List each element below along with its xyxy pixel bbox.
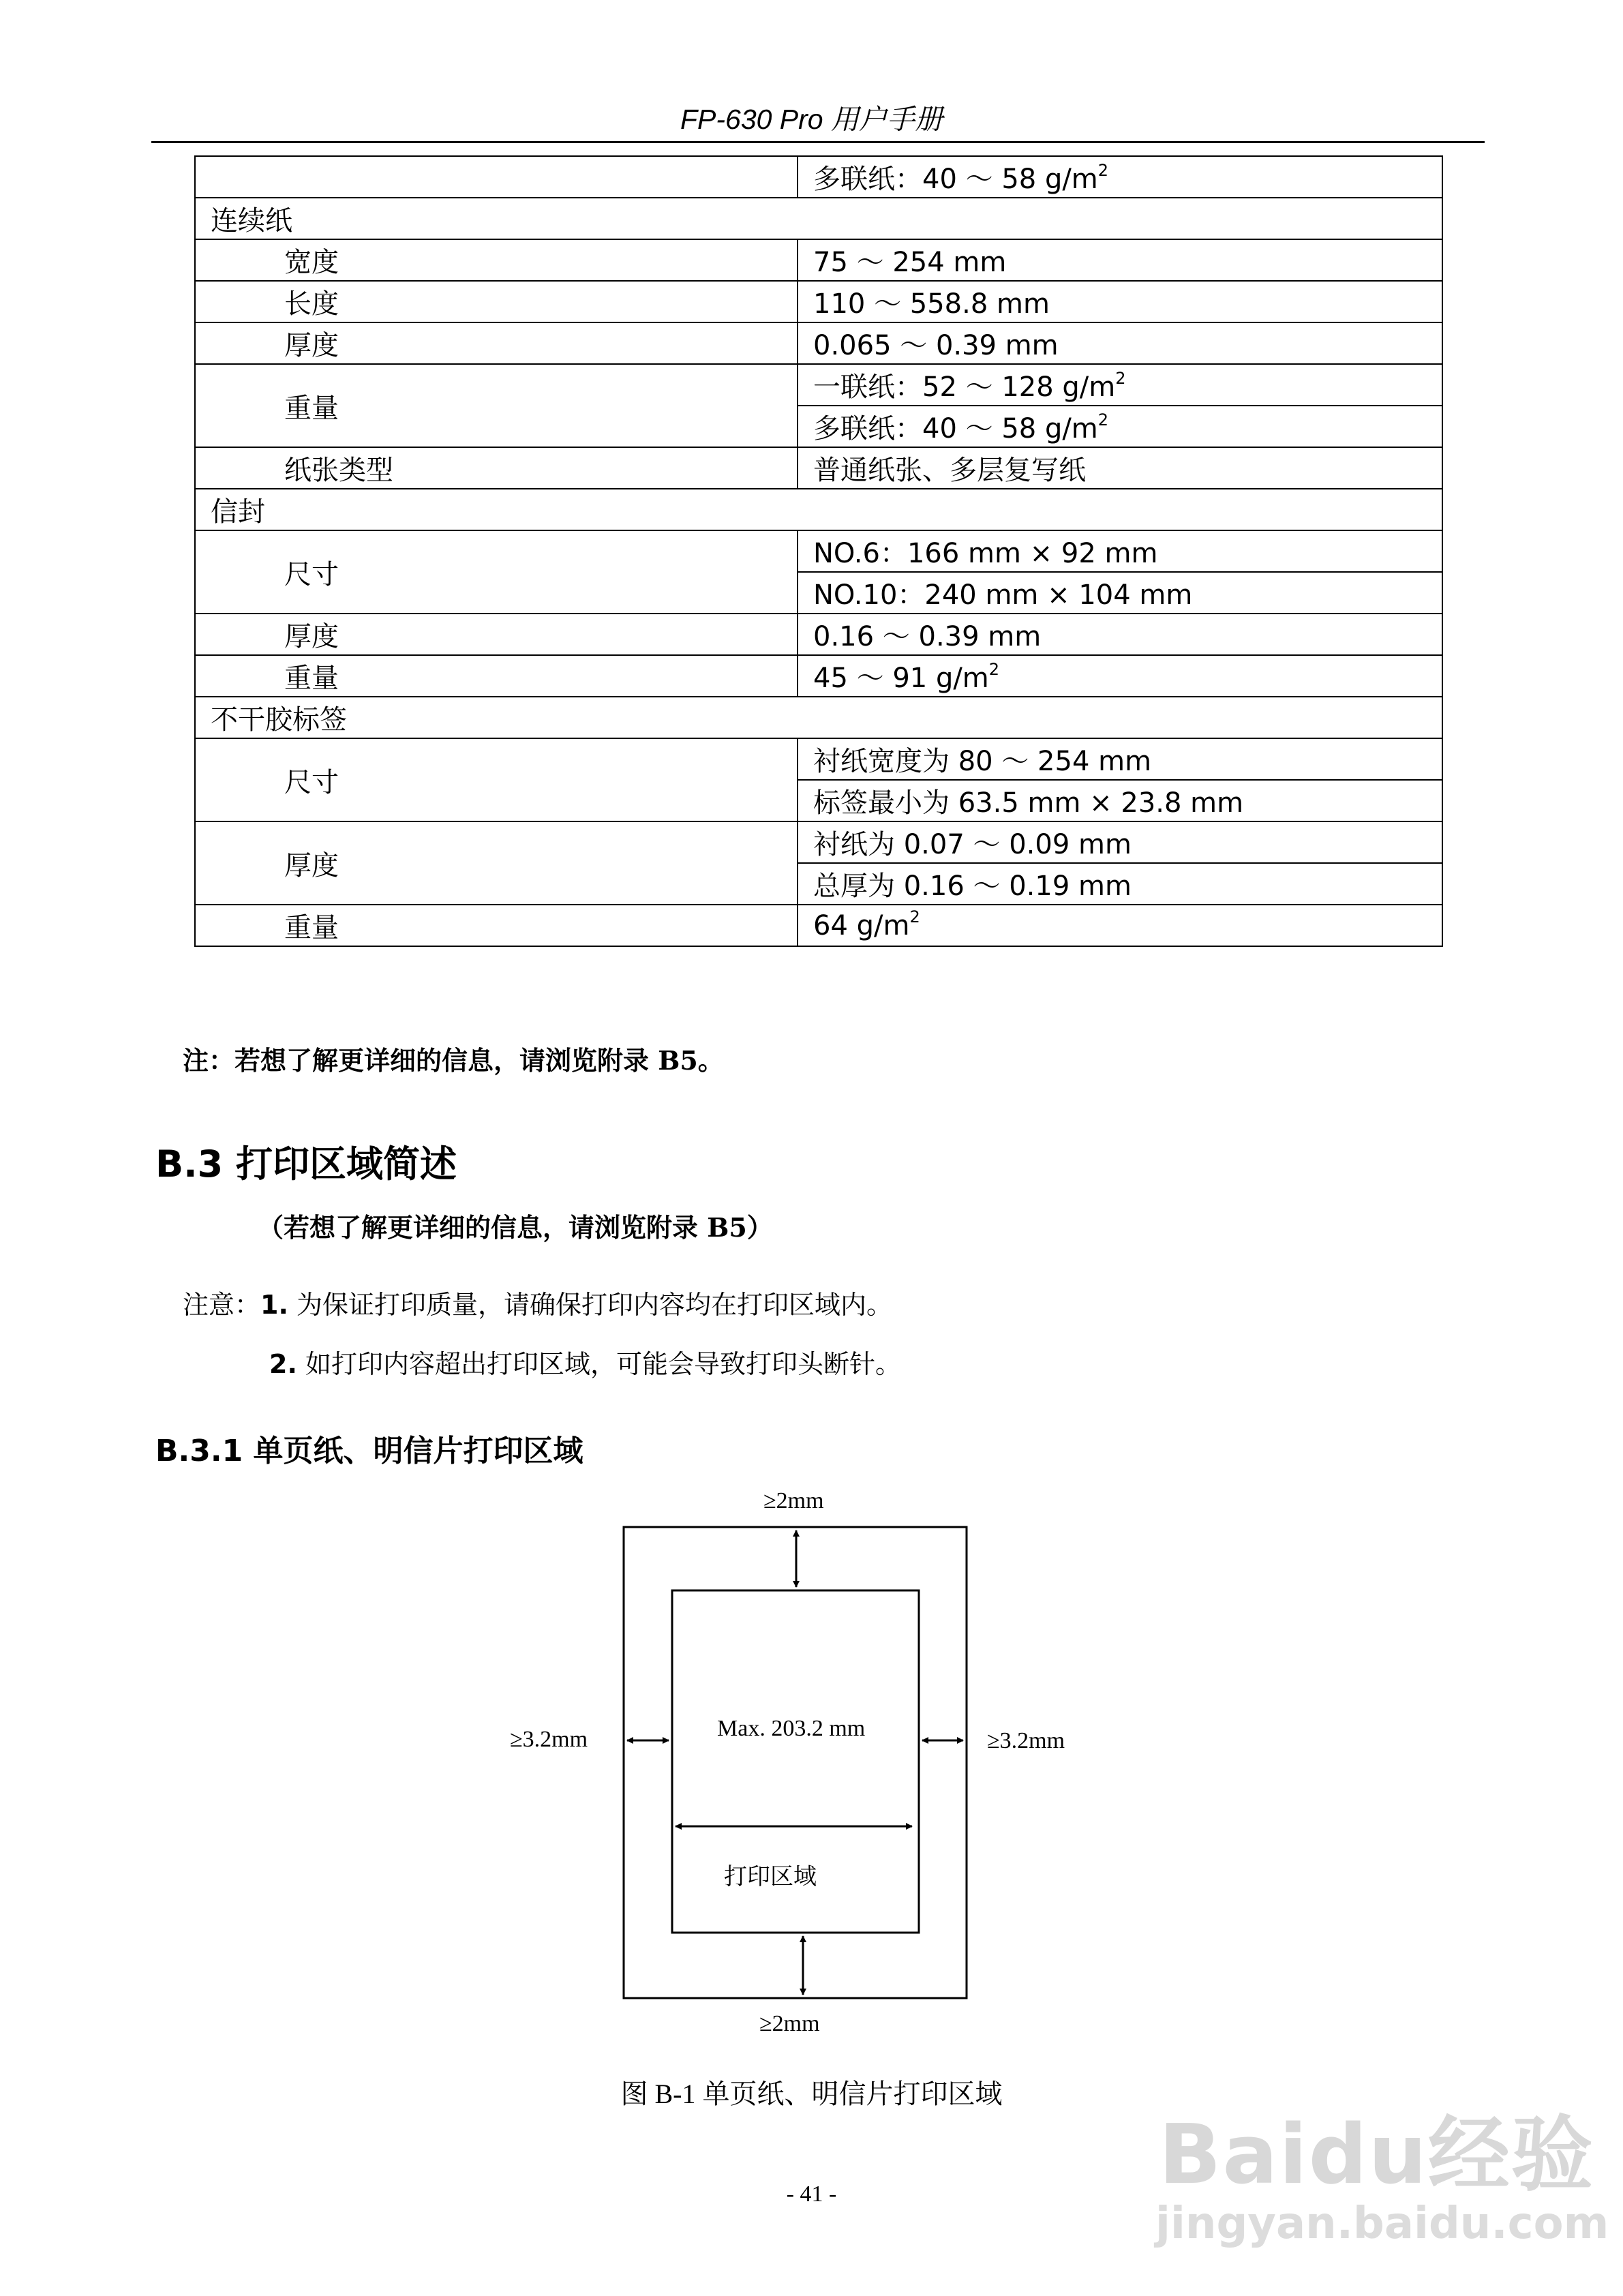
row-label: 尺寸 bbox=[195, 738, 798, 821]
watermark-url: jingyan.baidu.com bbox=[1155, 2199, 1609, 2249]
page-header-title: FP-630 Pro 用户手册 bbox=[680, 104, 943, 135]
section-title-continuous: 连续纸 bbox=[195, 198, 1442, 239]
right-margin-label: ≥3.2mm bbox=[987, 1728, 1065, 1753]
row-value: NO.6：166 mm × 92 mm bbox=[798, 530, 1442, 572]
print-area-label: 打印区域 bbox=[724, 1864, 817, 1890]
attention-text: 如打印内容超出打印区域，可能会导致打印头断针。 bbox=[305, 1349, 901, 1379]
watermark-logo: Baidu经验 bbox=[1159, 2108, 1594, 2203]
row-label: 厚度 bbox=[195, 322, 798, 364]
row-label: 尺寸 bbox=[195, 530, 798, 614]
paper-outline bbox=[624, 1527, 967, 1998]
section-heading: B.3 打印区域简述 bbox=[155, 1143, 457, 1185]
row-value: NO.10：240 mm × 104 mm bbox=[798, 572, 1442, 614]
row-value: 45 ～ 91 $g/m^2$ bbox=[798, 655, 1442, 697]
figure-caption: 图 B-1 单页纸、明信片打印区域 bbox=[620, 2079, 1003, 2109]
attention-number: 2. bbox=[269, 1349, 297, 1379]
row-value: 64 $g/m^2$ bbox=[798, 905, 1442, 946]
row-value: 衬纸为 0.07 ～ 0.09 mm bbox=[798, 821, 1442, 863]
row-value: 普通纸张、多层复写纸 bbox=[798, 447, 1442, 489]
row-value: 标签最小为 63.5 mm × 23.8 mm bbox=[798, 780, 1442, 821]
max-width-label: Max. 203.2 mm bbox=[717, 1716, 866, 1741]
row-label: 重量 bbox=[195, 364, 798, 447]
row-label: 宽度 bbox=[195, 239, 798, 281]
section-title-label: 不干胶标签 bbox=[195, 697, 1442, 738]
subsection-heading: B.3.1 单页纸、明信片打印区域 bbox=[155, 1434, 583, 1468]
row-value: 110 ～ 558.8 mm bbox=[798, 281, 1442, 322]
row-value: 一联纸：52 ～ 128 $g/m^2$ bbox=[798, 364, 1442, 406]
row-label: 重量 bbox=[195, 905, 798, 946]
row-value: 多联纸：40 ～ 58 $g/m^2$ bbox=[798, 406, 1442, 447]
left-margin-label: ≥3.2mm bbox=[510, 1727, 588, 1752]
table-cell: 多联纸：40 ～ 58 $g/m^2$ bbox=[798, 156, 1442, 198]
attention-number: 1. bbox=[260, 1290, 288, 1320]
page-number: - 41 - bbox=[786, 2181, 837, 2207]
attention-prefix: 注意： bbox=[183, 1290, 261, 1320]
row-label: 厚度 bbox=[195, 821, 798, 905]
row-value: 75 ～ 254 mm bbox=[798, 239, 1442, 281]
row-label: 长度 bbox=[195, 281, 798, 322]
bottom-margin-label: ≥2mm bbox=[759, 2011, 820, 2036]
row-value: 衬纸宽度为 80 ～ 254 mm bbox=[798, 738, 1442, 780]
row-value: 0.16 ～ 0.39 mm bbox=[798, 614, 1442, 655]
section-sub-note: （若想了解更详细的信息，请浏览附录 B5） bbox=[258, 1212, 773, 1243]
note-text: 注：若想了解更详细的信息，请浏览附录 B5。 bbox=[183, 1045, 724, 1076]
row-label: 纸张类型 bbox=[195, 447, 798, 489]
top-margin-label: ≥2mm bbox=[763, 1488, 824, 1513]
row-value: 总厚为 0.16 ～ 0.19 mm bbox=[798, 863, 1442, 905]
row-label: 厚度 bbox=[195, 614, 798, 655]
row-label: 重量 bbox=[195, 655, 798, 697]
attention-text: 为保证打印质量，请确保打印内容均在打印区域内。 bbox=[297, 1290, 893, 1320]
row-value: 0.065 ～ 0.39 mm bbox=[798, 322, 1442, 364]
section-title-envelope: 信封 bbox=[195, 489, 1442, 530]
